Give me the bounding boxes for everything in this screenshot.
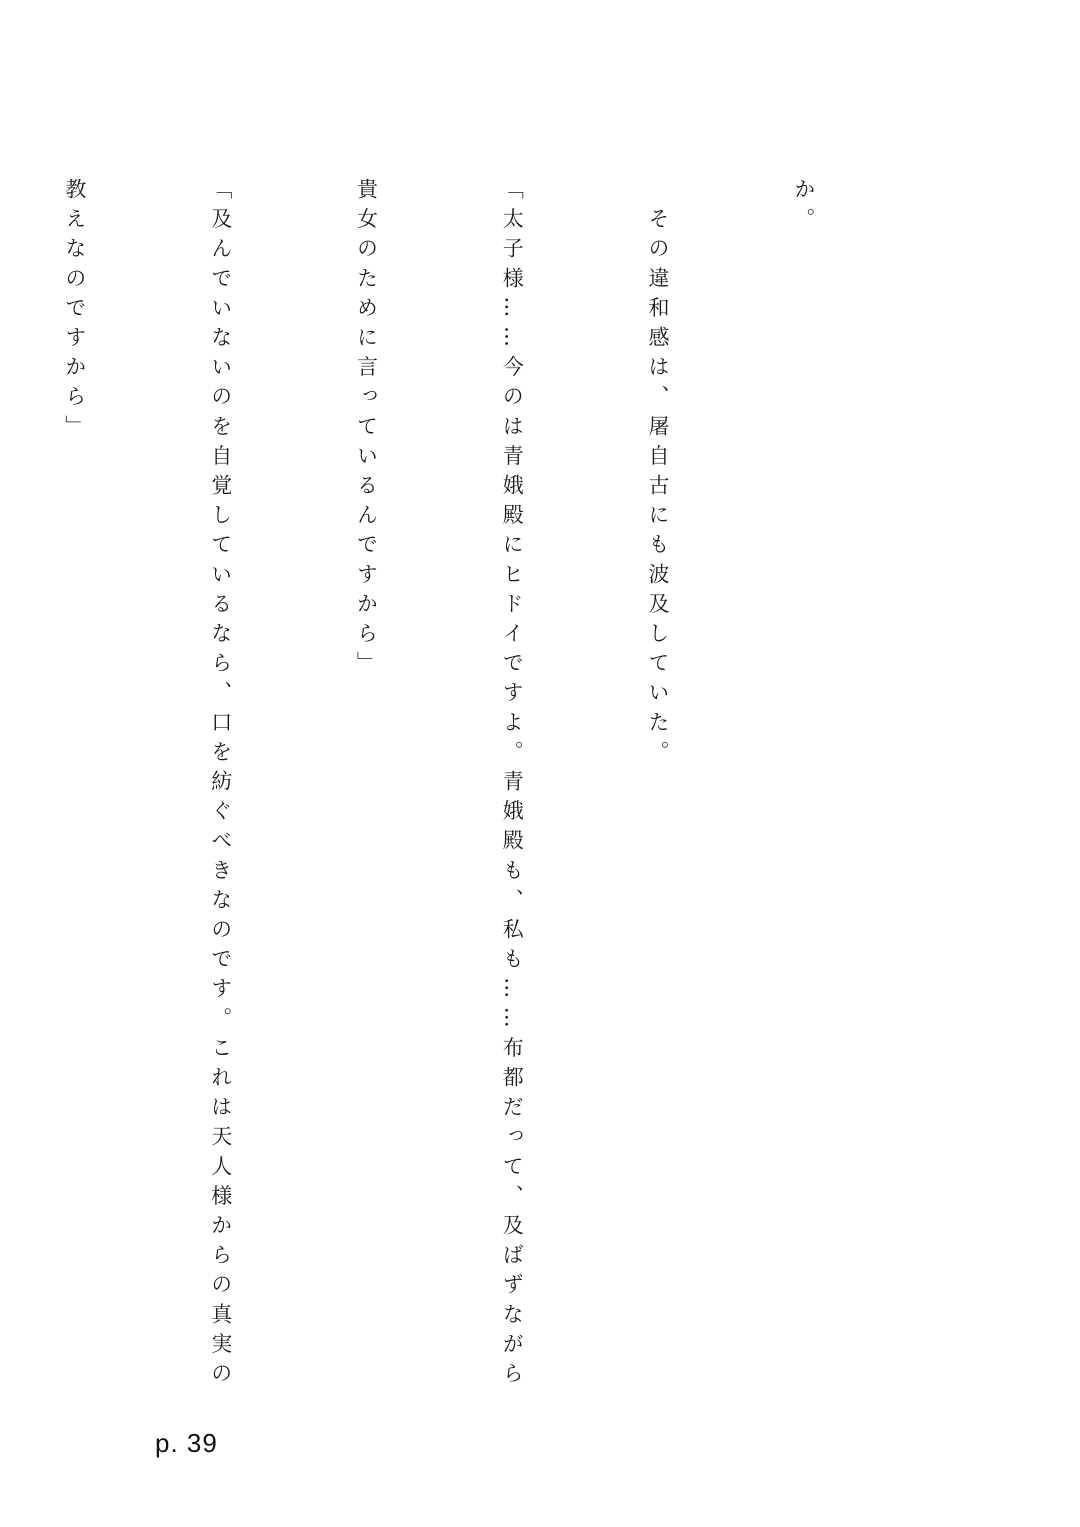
text-line-3: 「太子様……今のは青娥殿にヒドイですよ。青娥殿も、私も……布都だって、及ばずながら (500, 178, 525, 1392)
page-number: p. 39 (155, 1428, 218, 1458)
text-line-5: 「及んでいないのを自覚しているなら、口を紡ぐべきなのです。これは天人様からの真実の (208, 178, 233, 1392)
text-line-1: か。 (791, 178, 816, 238)
text-line-2: その違和感は、屠自古にも波及していた。 (646, 178, 671, 770)
text-line-4: 貴女のために言っているんですから」 (354, 178, 379, 682)
text-line-6: 教えなのですから」 (62, 178, 87, 445)
vertical-text-body (0, 178, 925, 1408)
